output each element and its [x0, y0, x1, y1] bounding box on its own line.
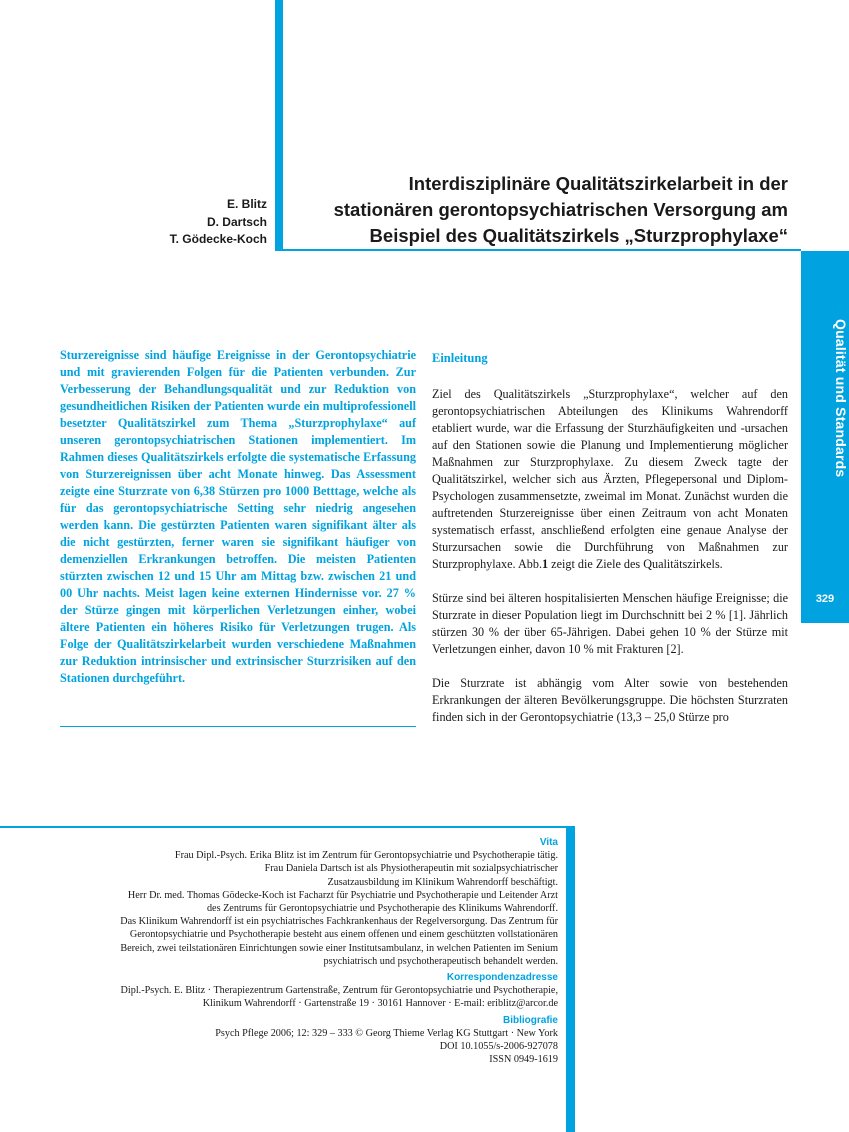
- body-paragraph: Stürze sind bei älteren hospitalisierten Menschen häufige Ereignisse; die Sturzrate in dieser Population liegt im Durchschnitt bei 2 % [1]. Jährlich stürzen 30 % der über 65-Jährigen. Dabei gehen 10 % der Stürze mit Verletzungen einher, davon 10 % mit Frakturen [2].: [432, 591, 788, 656]
- section-side-tab: [801, 251, 849, 623]
- author: E. Blitz: [226, 197, 267, 211]
- section-label: Qualität und Standards: [833, 318, 849, 478]
- accent-bar-top: [275, 0, 283, 251]
- vita-line: Gerontopsychiatrie und Psychotherapie besteht aus einem offenen und einem geschützten vollstationären: [129, 929, 558, 941]
- vita-line: Herr Dr. med. Thomas Gödecke-Koch ist Facharzt für Psychiatrie und Psychotherapie und Leitender Arzt: [127, 889, 558, 901]
- body-paragraph: [432, 386, 788, 573]
- vita-heading: Vita: [539, 837, 558, 848]
- correspondence-email[interactable]: Klinikum Wahrendorff · Gartenstraße 19 · 30161 Hannover · E-mail: eriblitz@arcor.de: [202, 998, 558, 1010]
- body-paragraph: Die Sturzrate ist abhängig vom Alter sowie von bestehenden Erkrankungen der älteren Bevölkerungsgruppe. Die höchsten Sturzraten finden sich in der Gerontopsychiatrie (13,3 – 25,0 Stürze pro: [432, 676, 788, 724]
- abstract-rule: [60, 726, 416, 727]
- bibliography-line: ISSN 0949-1619: [489, 1054, 558, 1066]
- article-title: [300, 171, 788, 249]
- title-rule: [275, 249, 801, 251]
- doi-link[interactable]: DOI 10.1055/s-2006-927078: [439, 1041, 558, 1053]
- paragraph-text: zeigt die Ziele des Qualitätszirkels.: [548, 557, 723, 571]
- correspondence-line: Dipl.-Psych. E. Blitz · Therapiezentrum Gartenstraße, Zentrum für Gerontopsychiatrie und Psychotherapie,: [120, 985, 558, 997]
- author-list: [60, 196, 267, 249]
- vita-line: psychiatrisch und psychotherapeutisch behandelt werden.: [323, 955, 558, 967]
- title-line: Beispiel des Qualitätszirkels „Sturzprophylaxe“: [369, 225, 788, 246]
- footer-rule: [0, 826, 575, 828]
- footer-info: [30, 836, 558, 1066]
- abstract: Sturzereignisse sind häufige Ereignisse in der Gerontopsychiatrie und mit gravierenden Folgen für die Patienten verbunden. Zur Verbesserung der Behandlungsqualität und zur Reduktion von gesundheitlichen Risiken der Patienten wurde ein multiprofessionell besetzter Qualitätszirkel zum Thema „Sturzprophylaxe“ auf unseren gerontopsychiatrischen Stationen implementiert. Im Rahmen dieses Qualitätszirkels erfolgte die systematische Erfassung von Sturzereignissen über acht Monate hinweg. Das Assessment zeigte eine Sturzrate von 6,38 Stürzen pro 1000 Betttage, welche als für das gerontopsychiatrische Setting sehr niedrig angesehen werden kann. Die gestürzten Patienten waren signifikant älter als die nicht gestürzten, ferner waren sie signifikant häufiger von demenziellen Erkrankungen betroffen. Die meisten Patienten stürzten zwischen 12 und 15 Uhr am Mittag bzw. zwischen 21 und 00 Uhr nachts. Meist lagen keine externen Hindernisse vor. 27 % der Stürze gingen mit körperlichen Verletzungen einher, wobei ältere Patienten ein höheres Risiko für Verletzungen trugen. Als Folge der Qualitätszirkelarbeit wurden verschiedene Maßnahmen zur Reduktion intrinsischer und extrinsischer Sturzrisiken auf den Stationen durchgeführt.: [60, 348, 416, 685]
- vita-line: Bereich, zwei teilstationären Einrichtungen sowie einer Institutsambulanz, in welchen Patienten im Senium: [120, 942, 558, 954]
- correspondence-heading: Korrespondenzadresse: [446, 972, 558, 984]
- bibliography-line: Psych Pflege 2006; 12: 329 – 333 © Georg Thieme Verlag KG Stuttgart · New York: [215, 1027, 558, 1039]
- figure-reference[interactable]: 1: [542, 557, 549, 571]
- title-line: Interdisziplinäre Qualitätszirkelarbeit in der: [408, 173, 788, 194]
- body-column: [432, 347, 788, 743]
- author: D. Dartsch: [206, 214, 267, 229]
- vita-line: Das Klinikum Wahrendorff ist ein psychiatrisches Fachkrankenhaus der Regelversorgung. Das Zentrum für: [120, 916, 558, 928]
- page-number: 329: [815, 593, 835, 605]
- title-line: stationären gerontopsychiatrischen Versorgung am: [333, 199, 788, 220]
- bibliography-heading: Bibliografie: [502, 1014, 558, 1026]
- section-heading: Einleitung: [432, 351, 488, 365]
- paragraph-text: Ziel des Qualitätszirkels „Sturzprophylaxe“, welcher auf den gerontopsychiatrischen Abteilungen des Klinikums Wahrendorff etabliert wurde, war die Erfassung der Sturzhäufigkeiten und -ursachen auf den Stationen sowie die Planung und Implementierung möglicher Maßnahmen zur Sturzprophylaxe. Zu diesem Zweck tagte der Qualitätszirkel, welcher sich aus Ärzten, Pflegepersonal und Diplom-Psychologen zusammensetzte, zweimal im Monat. Zunächst wurden die auftretenden Sturzereignisse über einen Zeitraum von acht Monaten systematisch erfasst, anschließend erfolgten eine genaue Analyse der Sturzursachen sowie die Durchführung von Maßnahmen zur Sturzprophylaxe. Abb.: [432, 387, 788, 571]
- vita-line: Zusatzausbildung im Klinikum Wahrendorff beschäftigt.: [327, 876, 558, 888]
- accent-bar-bottom: [566, 826, 575, 1132]
- author: T. Gödecke-Koch: [169, 232, 267, 246]
- vita-line: Frau Daniela Dartsch ist als Physiotherapeutin mit sozialpsychiatrischer: [264, 863, 558, 875]
- vita-line: Frau Dipl.-Psych. Erika Blitz ist im Zentrum für Gerontopsychiatrie und Psychotherapie tätig.: [174, 850, 558, 862]
- vita-line: des Zentrums für Gerontopsychiatrie und Psychotherapie des Klinikums Wahrendorff.: [206, 903, 558, 915]
